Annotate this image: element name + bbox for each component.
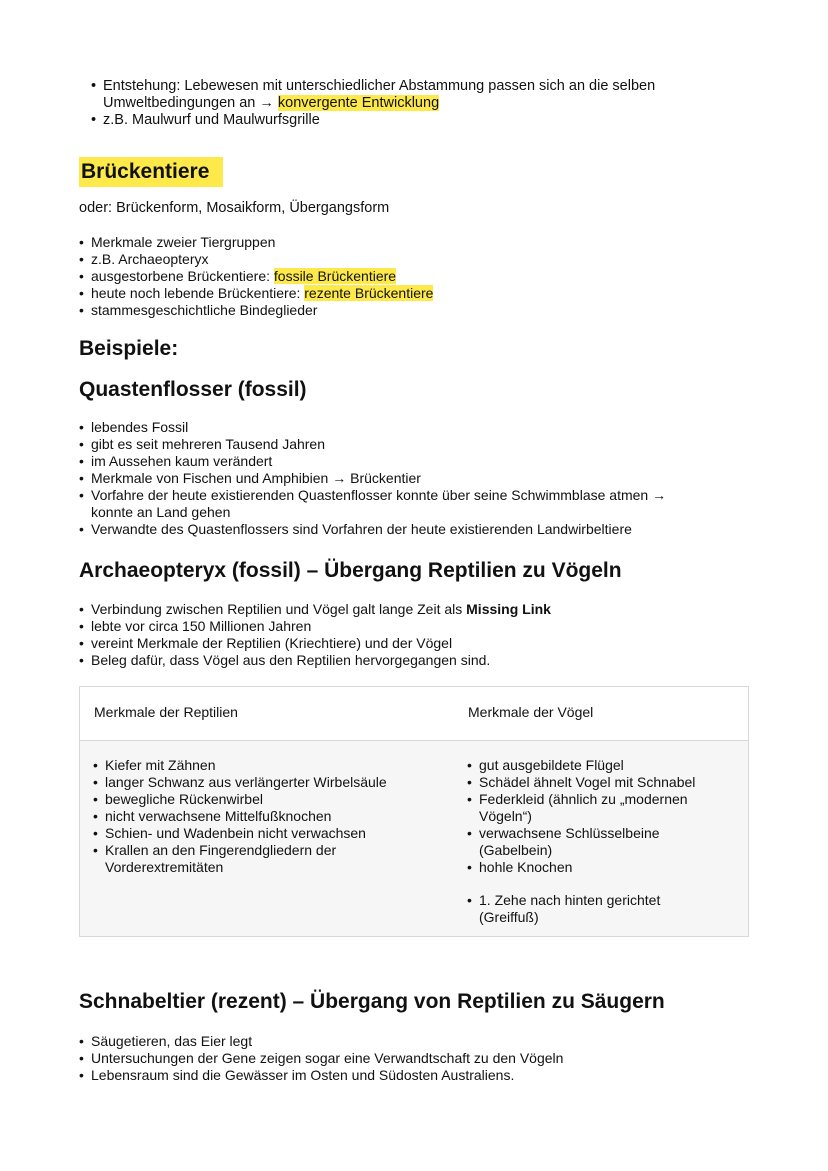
list-item: • Säugetieren, das Eier legt xyxy=(79,1033,253,1049)
list-item: • Verbindung zwischen Reptilien und Vögel galt lange Zeit als Missing Link xyxy=(79,601,551,617)
section-title-beispiele: Beispiele: xyxy=(79,337,179,360)
list-item: • Merkmale zweier Tiergruppen xyxy=(79,234,276,250)
section-title-quastenflosser: Quastenflosser (fossil) xyxy=(79,378,307,401)
list-item: • Krallen an den Fingerendgliedern der Vorderextremitäten xyxy=(93,842,337,875)
list-item: • Beleg dafür, dass Vögel aus den Reptilien hervorgegangen sind. xyxy=(79,652,491,668)
list-item: • Lebensraum sind die Gewässer im Osten und Südosten Australiens. xyxy=(79,1067,515,1083)
list-item: • Untersuchungen der Gene zeigen sogar eine Verwandtschaft zu den Vögeln xyxy=(79,1050,564,1066)
list-item: • Schien- und Wadenbein nicht verwachsen xyxy=(93,825,366,841)
list-item: • Schädel ähnelt Vogel mit Schnabel xyxy=(467,774,696,790)
list-item: • heute noch lebende Brückentiere: rezente Brückentiere xyxy=(79,285,434,301)
list-item: • verwachsene Schlüsselbeine (Gabelbein) xyxy=(467,825,660,858)
brueckentiere-list xyxy=(79,234,434,319)
list-item: • z.B. Maulwurf und Maulwurfsgrille xyxy=(91,112,320,128)
comparison-table xyxy=(79,686,749,937)
list-item: • lebendes Fossil xyxy=(79,419,189,435)
list-item: • Entstehung: Lebewesen mit unterschiedlicher Abstammung passen sich an die selben Umweltbedingungen an → konvergente Entwicklung xyxy=(91,78,656,111)
list-item: • im Aussehen kaum verändert xyxy=(79,453,273,469)
section-title-archaeopteryx: Archaeopteryx (fossil) – Übergang Reptilien zu Vögeln xyxy=(79,559,622,582)
list-item: • Vorfahre der heute existierenden Quastenflosser konnte über seine Schwimmblase atmen → konnte an Land gehen xyxy=(79,487,667,520)
section-title-schnabeltier: Schnabeltier (rezent) – Übergang von Reptilien zu Säugern xyxy=(79,990,665,1013)
table-header-cell: Merkmale der Vögel xyxy=(454,687,748,741)
table-column-reptilien xyxy=(80,687,455,936)
list-item: • bewegliche Rückenwirbel xyxy=(93,791,263,807)
alias-line: oder: Brückenform, Mosaikform, Übergangsform xyxy=(79,200,390,216)
archaeopteryx-list xyxy=(79,601,551,669)
list-item: • Merkmale von Fischen und Amphibien → Brückentier xyxy=(79,470,421,486)
list-item: • gut ausgebildete Flügel xyxy=(467,757,624,773)
list-item: • Kiefer mit Zähnen xyxy=(93,757,216,773)
list-item: • z.B. Archaeopteryx xyxy=(79,251,209,267)
voegel-list xyxy=(467,757,734,926)
list-item: • gibt es seit mehreren Tausend Jahren xyxy=(79,436,325,452)
list-item: • Verwandte des Quastenflossers sind Vorfahren der heute existierenden Landwirbeltiere xyxy=(79,521,632,537)
list-item: • langer Schwanz aus verlängerter Wirbelsäule xyxy=(93,774,387,790)
list-item: • ausgestorbene Brückentiere: fossile Brückentiere xyxy=(79,268,397,284)
schnabeltier-list xyxy=(79,1033,564,1084)
quastenflosser-list xyxy=(79,419,716,538)
list-item: • hohle Knochen xyxy=(467,859,573,875)
table-cell xyxy=(80,741,454,936)
intro-list xyxy=(91,78,713,129)
list-item: • nicht verwachsene Mittelfußknochen xyxy=(93,808,332,824)
list-item: • lebte vor circa 150 Millionen Jahren xyxy=(79,618,312,634)
table-cell xyxy=(454,741,748,936)
list-item: • 1. Zehe nach hinten gerichtet (Greiffuß) xyxy=(467,892,661,925)
reptilien-list xyxy=(93,757,435,876)
list-item: • vereint Merkmale der Reptilien (Kriechtiere) und der Vögel xyxy=(79,635,453,651)
table-header-cell: Merkmale der Reptilien xyxy=(80,687,454,741)
list-item: • stammesgeschichtliche Bindeglieder xyxy=(79,302,318,318)
section-title-brueckentiere: Brückentiere xyxy=(79,157,223,187)
table-column-voegel xyxy=(454,687,748,936)
list-item: • Federkleid (ähnlich zu „modernen Vögeln“) xyxy=(467,791,688,824)
